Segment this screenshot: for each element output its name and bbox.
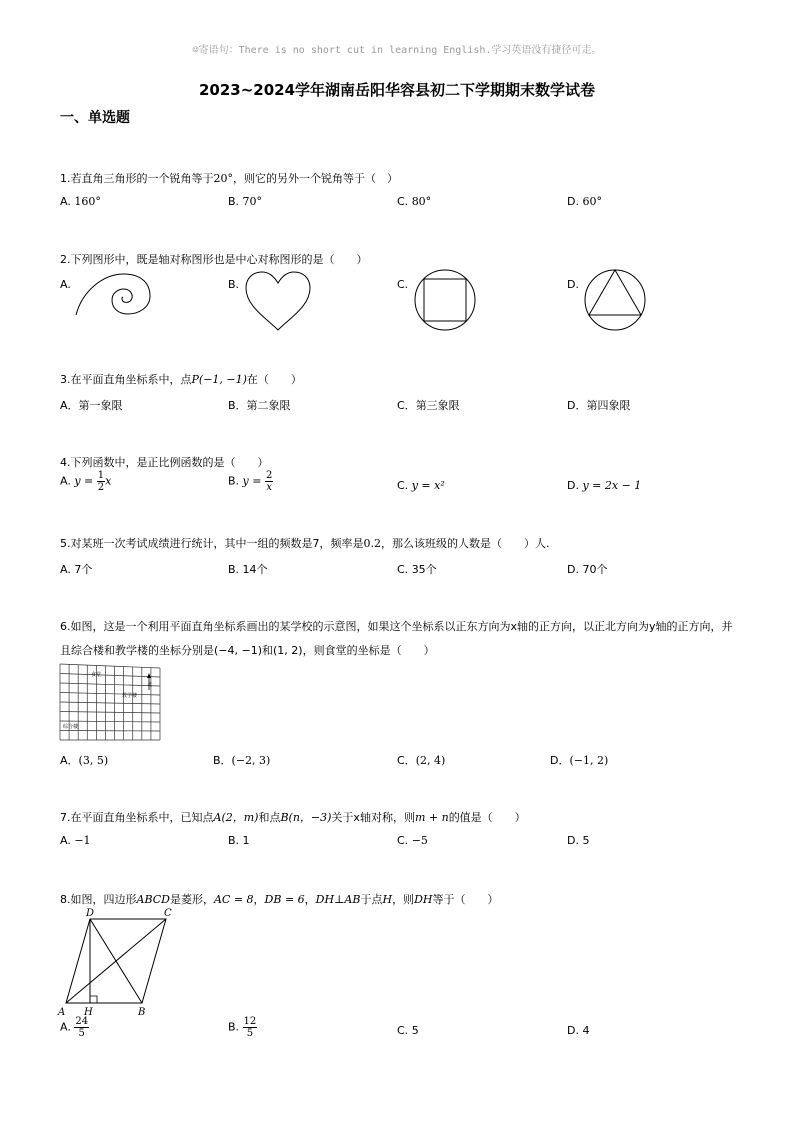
question-6-stem-line2: 且综合楼和教学楼的坐标分别是(−4, −1)和(1, 2)，则食堂的坐标是（ ） bbox=[60, 644, 435, 657]
q7-option-c: C. −5 bbox=[397, 834, 428, 847]
map-label-general: 综合楼 bbox=[63, 724, 79, 730]
q2-option-a-letter: A. bbox=[60, 278, 71, 291]
map-label-teaching: 教学楼 bbox=[122, 693, 138, 699]
question-5-stem: 5.对某班一次考试成绩进行统计，其中一组的频数是7，频率是0.2，那么该班级的人数是（ ）人. bbox=[60, 537, 550, 550]
map-grid-line bbox=[60, 693, 160, 696]
school-map-figure bbox=[58, 662, 164, 744]
q5-option-d: D. 70个 bbox=[567, 563, 608, 576]
question-1-stem bbox=[60, 170, 398, 186]
question-4-stem: 4.下列函数中，是正比例函数的是（ ） bbox=[60, 456, 269, 469]
map-grid-line bbox=[60, 702, 160, 704]
q1-option-b: B. 70° bbox=[228, 195, 263, 208]
vertex-label-c: C bbox=[164, 908, 172, 919]
page-title: 2023~2024学年湖南岳阳华容县初二下学期期末数学试卷 bbox=[198, 81, 596, 99]
q8-option-b: B. $\frac{12}{5}$ bbox=[228, 1016, 257, 1039]
q6-option-b: B．(−2, 3) bbox=[213, 754, 271, 767]
q8-option-c: C. 5 bbox=[397, 1024, 419, 1037]
map-label-canteen: 食堂 bbox=[91, 672, 102, 678]
q6-option-a: A．(3, 5) bbox=[60, 754, 109, 767]
question-7-stem: 7.在平面直角坐标系中，已知点A(2，m)和点B(n，−3)关于x轴对称，则m + n的值是（ ） bbox=[60, 811, 526, 824]
map-grid-line bbox=[60, 683, 160, 686]
question-6-stem-line1: 6.如图，这是一个利用平面直角坐标系画出的某学校的示意图，如果这个坐标系以正东方向为x轴的正方向，以正北方向为y轴的正方向，并 bbox=[60, 620, 733, 633]
q1-option-a: A. 160° bbox=[60, 195, 101, 208]
map-grid-line bbox=[60, 664, 160, 668]
q5-option-a: A. 7个 bbox=[60, 563, 93, 576]
stem-text: ，则它的另外一个锐角等于（ ） bbox=[233, 172, 398, 185]
section-heading: 一、单选题 bbox=[60, 110, 130, 126]
q5-option-b: B. 14个 bbox=[228, 563, 268, 576]
q5-option-c: C. 35个 bbox=[397, 563, 437, 576]
spiral-figure bbox=[72, 272, 152, 317]
q7-option-d: D. 5 bbox=[567, 834, 590, 847]
q3-option-c: C．第三象限 bbox=[397, 399, 460, 412]
vertex-label-h: H bbox=[84, 1007, 93, 1018]
q4-option-c: C. y = x² bbox=[397, 479, 445, 492]
q6-option-d: D．(−1, 2) bbox=[550, 754, 609, 767]
q8-option-d: D. 4 bbox=[567, 1024, 590, 1037]
q3-option-d: D．第四象限 bbox=[567, 399, 631, 412]
heart-figure bbox=[244, 270, 312, 332]
stem-math: 20° bbox=[213, 172, 233, 185]
q4-option-a: A. y = $\frac{1}{2}$ x bbox=[60, 470, 112, 493]
map-grid-line bbox=[60, 721, 160, 722]
q1-option-d: D. 60° bbox=[567, 195, 602, 208]
vertex-label-a: A bbox=[58, 1007, 66, 1018]
q2-option-c-letter: C. bbox=[397, 278, 409, 291]
map-grid-line bbox=[60, 712, 160, 714]
map-grid-line bbox=[60, 731, 160, 732]
square-in-circle-figure bbox=[413, 268, 477, 332]
vertex-label-b: B bbox=[138, 1007, 146, 1018]
q4-option-b: B. y = $\frac{2}{x}$ bbox=[228, 470, 273, 493]
question-3-stem: 3.在平面直角坐标系中，点P(−1, −1)在（ ） bbox=[60, 373, 302, 386]
q4-option-d: D. y = 2x − 1 bbox=[567, 479, 642, 492]
rhombus-figure bbox=[56, 907, 186, 1019]
map-grid-line bbox=[60, 674, 160, 678]
q2-option-d-letter: D. bbox=[567, 278, 579, 291]
stem-text: 1.若直角三角形的一个锐角等于 bbox=[60, 172, 214, 185]
motto: ☺寄语句：There is no short cut in learning English.学习英语没有捷径可走。 bbox=[192, 45, 602, 56]
q3-option-a: A．第一象限 bbox=[60, 399, 123, 412]
question-8-stem: 8.如图，四边形ABCD是菱形，AC = 8，DB = 6，DH⊥AB于点H，则DH等于（ ） bbox=[60, 893, 499, 906]
q8-option-a: A. $\frac{24}{5}$ bbox=[60, 1016, 89, 1039]
north-arrowhead-icon bbox=[147, 673, 151, 678]
q2-option-b-letter: B. bbox=[228, 278, 240, 291]
q3-option-b: B．第二象限 bbox=[228, 399, 291, 412]
triangle-in-circle-figure bbox=[583, 268, 647, 332]
vertex-label-d: D bbox=[86, 908, 95, 919]
q6-option-c: C．(2, 4) bbox=[397, 754, 446, 767]
q7-option-b: B. 1 bbox=[228, 834, 250, 847]
question-2-stem: 2.下列图形中，既是轴对称图形也是中心对称图形的是（ ） bbox=[60, 253, 368, 266]
map-label-north: 北 bbox=[147, 682, 153, 688]
q1-option-c: C. 80° bbox=[397, 195, 432, 208]
q7-option-a: A. −1 bbox=[60, 834, 91, 847]
